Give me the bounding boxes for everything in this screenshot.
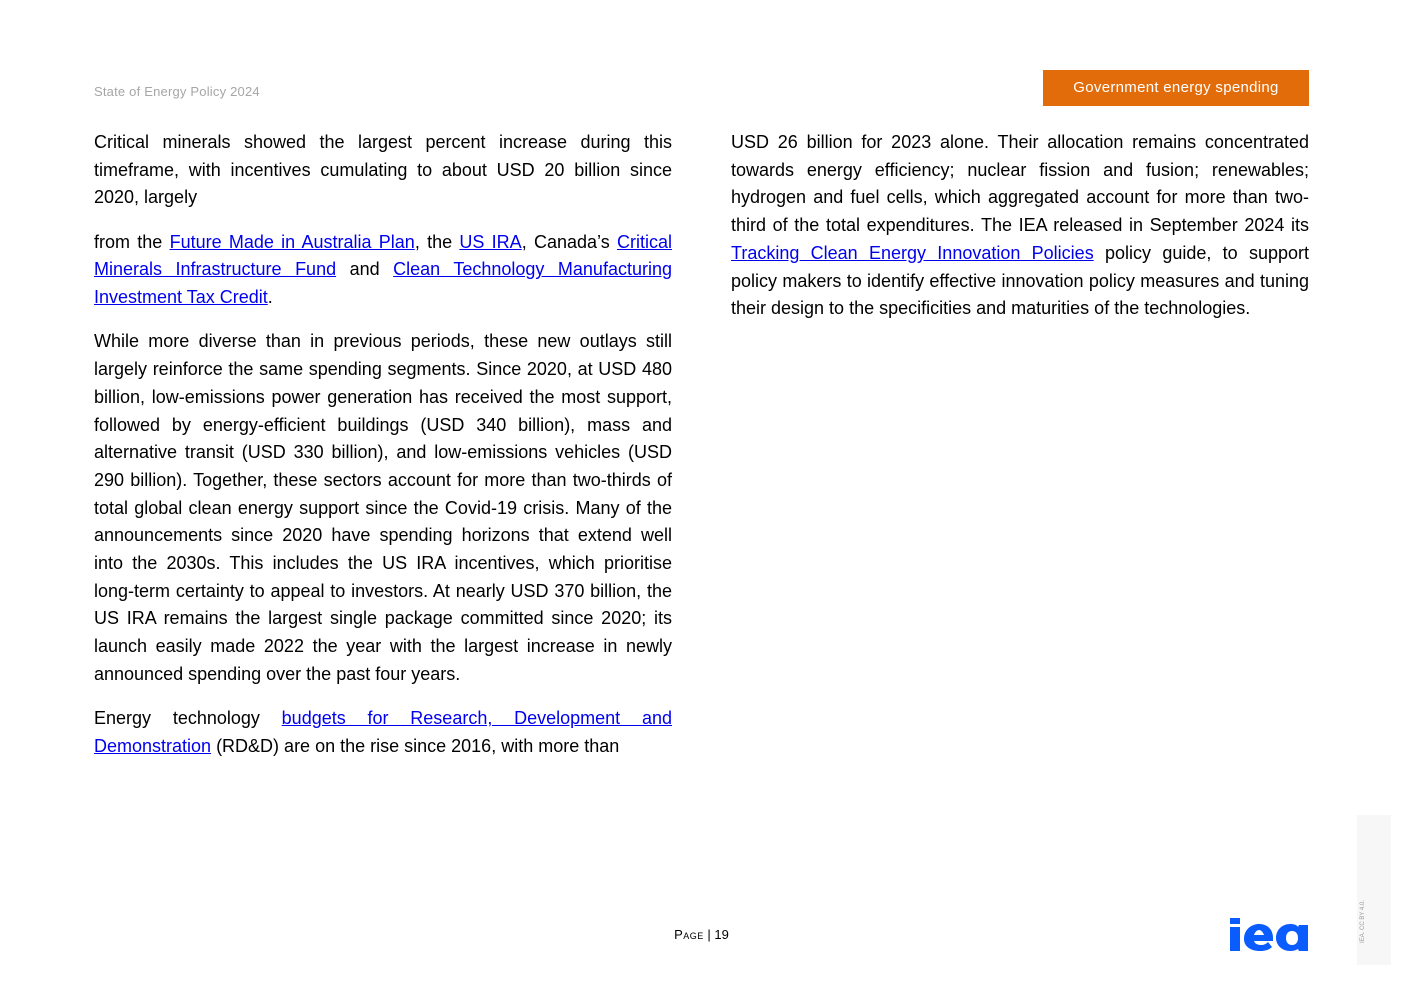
page-number bbox=[0, 927, 1403, 942]
link-rdd-budgets[interactable]: budgets for Research, Development and Demonstration bbox=[94, 708, 672, 756]
paragraph-critical-minerals: Critical minerals showed the largest percent increase during this timeframe, with incentives cumulating to about USD 20 billion since 2020, largely bbox=[94, 132, 672, 208]
link-critical-minerals-infrastructure-fund[interactable]: Critical Minerals Infrastructure Fund bbox=[94, 231, 672, 280]
text-fragment: (RD&D) are on the rise since 2016, with more than bbox=[211, 735, 620, 756]
text-fragment: from the bbox=[94, 231, 170, 252]
page-separator: | bbox=[703, 927, 715, 942]
logo-label: iea bbox=[1128, 814, 1130, 815]
paragraph-rdd-budgets bbox=[94, 705, 672, 760]
paragraph-spending-segments: While more diverse than in previous periods, these new outlays still largely reinforce the same spending segments. Since 2020, at USD 480 billion, low-emissions power generation has received the most support, followed by energy-efficient buildings (USD 340 billion), mass and alternative transit (USD 330 billion), and low-emissions vehicles (USD 290 billion). Together, these sectors account for more than two-thirds of total global clean energy support since the Covid-19 crisis. Many of the announcements since 2020 have spending horizons that extend well into the 2030s. This includes the US IRA incentives, which prioritise long-term certainty to appeal to investors. At nearly USD 370 billion, the US IRA remains the largest single package committed since 2020; its launch easily made 2022 the year with the largest increase in newly announced spending over the past four years. bbox=[94, 331, 672, 684]
paragraph-funding-sources bbox=[94, 229, 672, 312]
text-fragment: , the bbox=[414, 231, 460, 252]
page-word: Page bbox=[674, 927, 704, 942]
text-fragment: , Canada’s bbox=[521, 231, 617, 252]
left-column bbox=[94, 129, 672, 777]
text-fragment: policy guide, to support policy makers to identify effective innovation policy measures and tuning their design to the specificities and maturities of the technologies. bbox=[731, 242, 1309, 319]
text-fragment: Energy technology bbox=[94, 708, 282, 729]
iea-logo bbox=[1128, 814, 1310, 954]
license-text: IEA. CC BY 4.0. bbox=[1360, 900, 1366, 943]
paragraph-rdd-allocation bbox=[731, 129, 1309, 323]
text-fragment: USD 26 billion for 2023 alone. Their allocation remains concentrated towards energy efficiency; nuclear fission and fusion; renewables; hydrogen and fuel cells, which aggregated account for more than two-third of the total expenditures. The IEA released in September 2024 its bbox=[731, 132, 1309, 236]
document-title: State of Energy Policy 2024 bbox=[94, 84, 260, 99]
section-badge: Government energy spending bbox=[1043, 70, 1309, 106]
link-future-made-in-australia[interactable]: Future Made in Australia Plan bbox=[169, 231, 415, 252]
page-number-value: 19 bbox=[714, 927, 729, 942]
right-column bbox=[731, 129, 1309, 340]
link-us-ira[interactable]: US IRA bbox=[459, 231, 522, 252]
link-tracking-clean-energy-innovation[interactable]: Tracking Clean Energy Innovation Policies bbox=[731, 242, 1094, 263]
text-fragment: and bbox=[336, 259, 394, 280]
link-clean-technology-tax-credit[interactable]: Clean Technology Manufacturing Investment Tax Credit bbox=[94, 259, 672, 308]
text-fragment: . bbox=[267, 287, 273, 308]
